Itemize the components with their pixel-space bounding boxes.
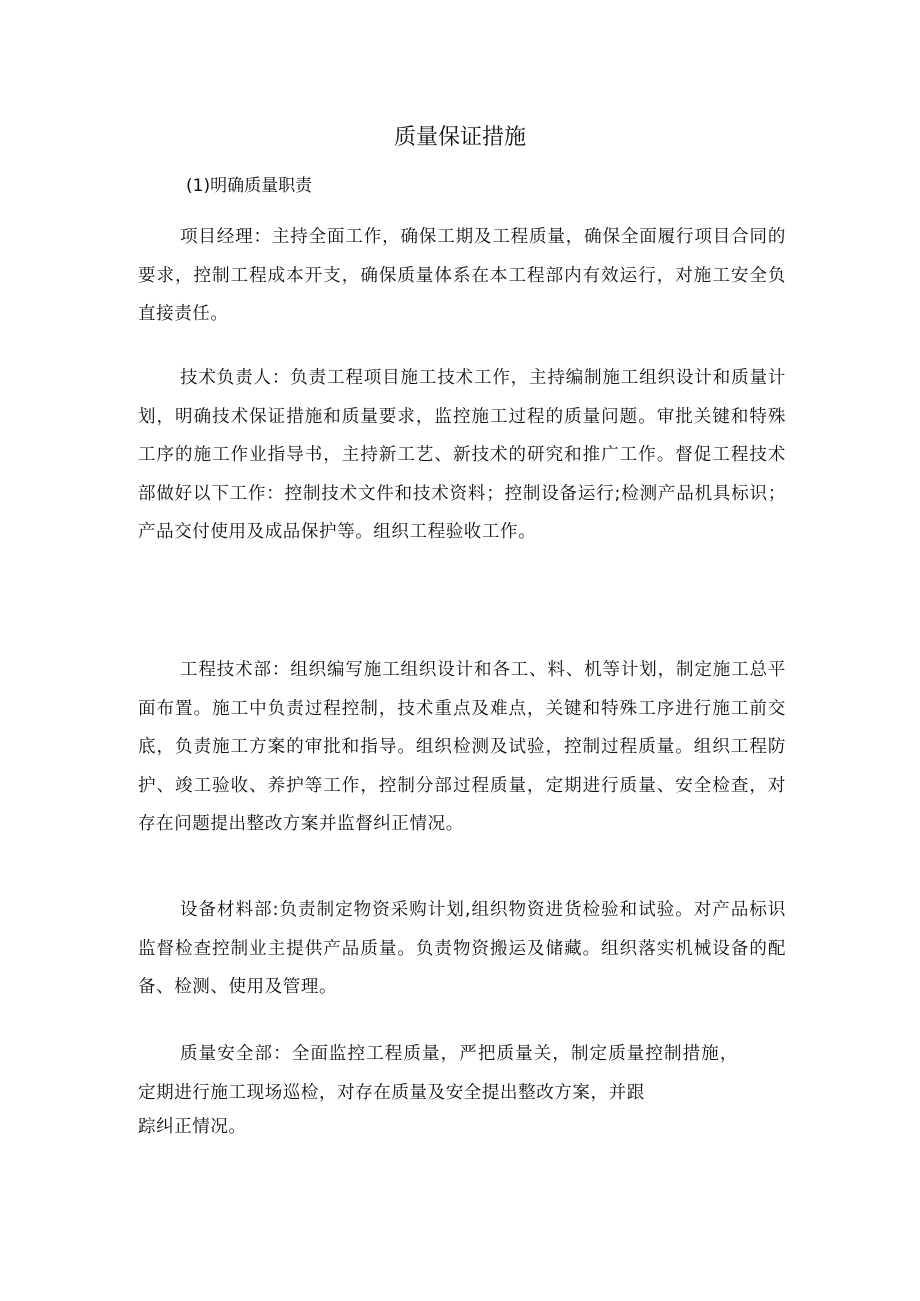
paragraph-technical-lead: 技术负责人：负责工程项目施工技术工作，主持编制施工组织设计和质量计划，明确技术保证措施和质量要求，监控施工过程的质量问题。审批关键和特殊工序的施工作业指导书，主持新工艺、新技术的研究和推广工作。督促工程技术部做好以下工作：控制技术文件和技术资料；控制设备运行;检测产品机具标识；产品交付使用及成品保护等。组织工程验收工作。: [138, 368, 786, 542]
paragraph-engineering-dept: 工程技术部：组织编写施工组织设计和各工、料、机等计划，制定施工总平面布置。施工中负责过程控制，技术重点及难点，关键和特殊工序进行施工前交底，负责施工方案的审批和指导。组织检测及试验，控制过程质量。组织工程防护、竣工验收、养护等工作，控制分部过程质量，定期进行质量、安全检查，对存在问题提出整改方案并监督纠正情况。: [138, 660, 786, 834]
paragraph-project-manager: 项目经理：主持全面工作，确保工期及工程质量，确保全面履行项目合同的要求，控制工程成本开支，确保质量体系在本工程部内有效运行，对施工安全负直接责任。: [138, 227, 786, 324]
paragraph-quality-safety-dept: 质量安全部：全面监控工程质量，严把质量关，制定质量控制措施，定期进行施工现场巡检，对存在质量及安全提出整改方案，并跟: [138, 1044, 738, 1103]
paragraph-equipment-materials-dept: 设备材料部:负责制定物资采购计划,组织物资进货检验和试验。对产品标识监督检查控制业主提供产品质量。负责物资搬运及储藏。组织落实机械设备的配备、检测、使用及管理。: [138, 900, 786, 997]
paragraph-quality-safety-dept-tail: 踪纠正情况。: [138, 1117, 247, 1137]
document-title: 质量保证措施: [393, 125, 526, 150]
section-heading: (1)明确质量职责: [186, 176, 313, 196]
